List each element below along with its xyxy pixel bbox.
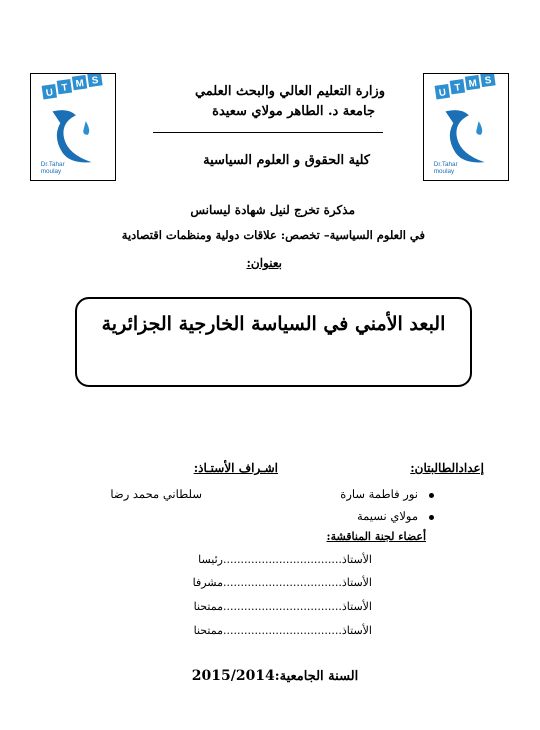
logo-letter: U [438,87,447,100]
ministry-name: وزارة التعليم العالي والبحث العلمي [194,84,385,99]
bullet [429,515,434,520]
student-name: مولاي نسيمة [356,509,418,523]
title-label: بعنوان: [246,256,282,270]
thesis-field: في العلوم السياسية– تخصص: علاقات دولية ومنظمات اقتصادية [121,228,425,242]
supervisor-label: اشـراف الأستـاذ: [193,461,278,475]
academic-year-label: السنة الجامعية: [274,669,359,684]
logo-caption: moulay [433,167,455,175]
logo-letter: T [453,82,462,94]
university-logo-left [30,73,116,181]
logo-letter: U [45,87,54,100]
committee-member: الأستاذ..................................ممتحنا [193,624,372,637]
supervisor-name: سلطاني محمد رضا [110,487,202,501]
committee-member: الأستاذ..................................مشرفا [192,576,372,589]
academic-year-value: 2015/2014 [191,668,275,684]
logo-caption: Dr.Tahar [433,161,458,169]
academic-year [180,668,370,684]
students-label: إعدادالطالبتان: [410,461,484,475]
committee-label: أعضاء لجنة المناقشة: [326,530,426,543]
thesis-title: البعد الأمني في السياسة الخارجية الجزائرية [101,313,446,335]
logo-caption: moulay [40,167,62,175]
logo-letter: M [467,77,478,90]
logo-letter: T [60,82,69,94]
committee-member: الأستاذ..................................رئيسا [198,553,372,566]
header-divider [153,132,383,133]
faculty-name: كلية الحقوق و العلوم السياسية [203,153,370,168]
student-name: نور فاطمة سارة [340,487,418,501]
bullet [429,493,434,498]
logo-letter: S [91,74,100,87]
university-logo-icon [31,74,115,180]
committee-member: الأستاذ..................................ممتحنا [193,600,372,613]
thesis-type: مذكرة تخرج لنيل شهادة ليسانس [190,203,355,217]
logo-letter: M [74,77,85,90]
university-logo-icon [424,74,508,180]
university-name: جامعة د. الطاهر مولاي سعيدة [212,104,375,119]
university-logo-right [423,73,509,181]
title-box [75,297,472,387]
logo-caption: Dr.Tahar [40,161,65,169]
logo-letter: S [484,74,493,87]
